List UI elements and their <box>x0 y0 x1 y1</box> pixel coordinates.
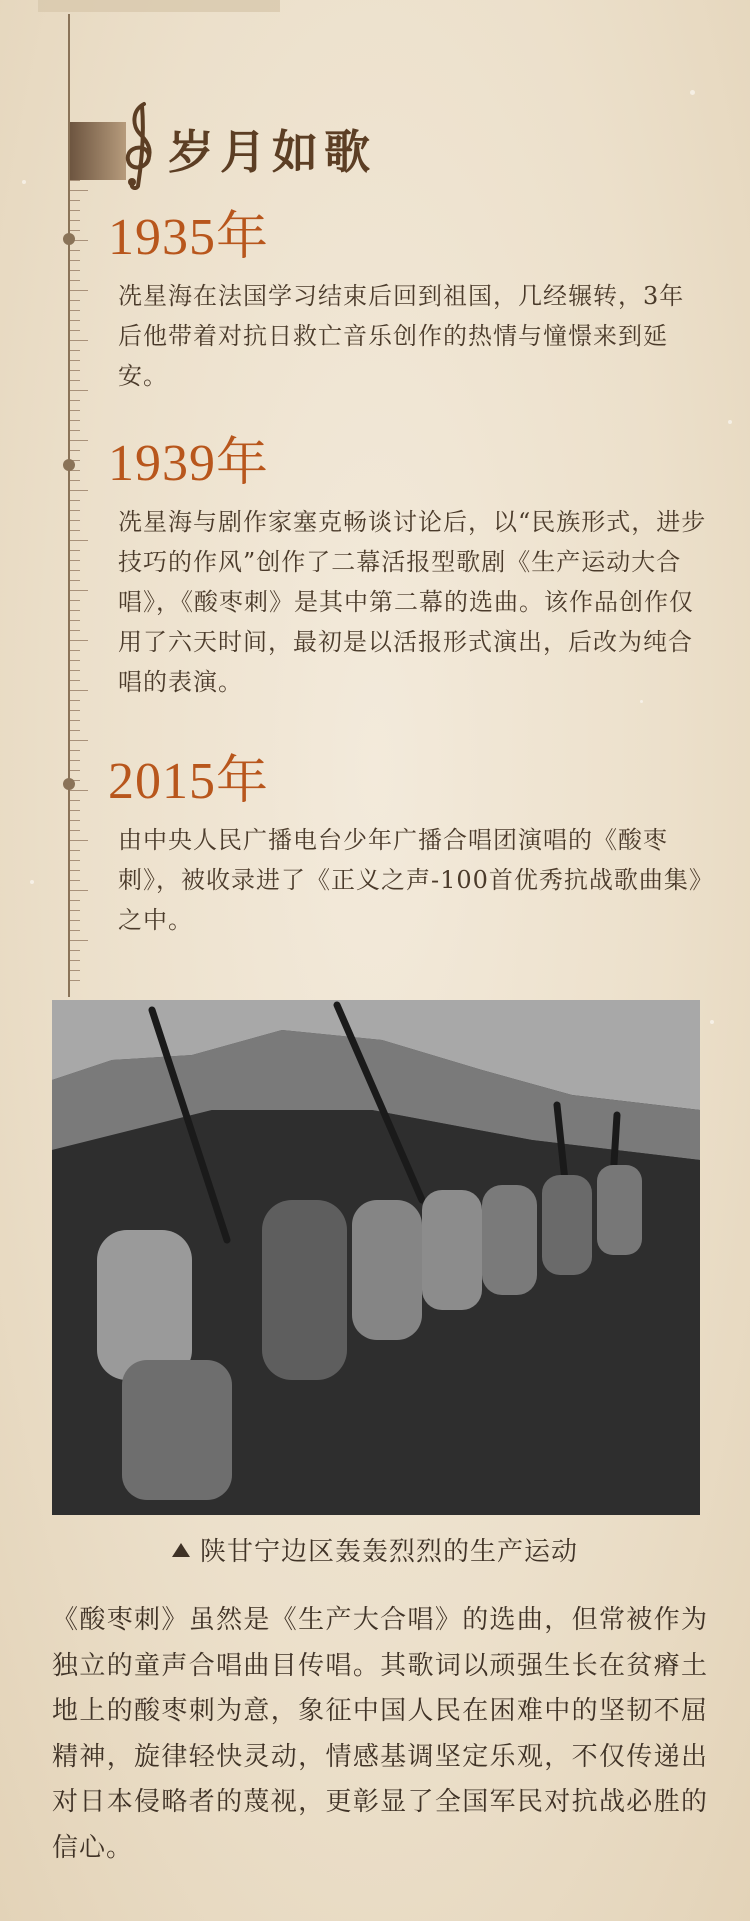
ruler-tick <box>70 760 80 761</box>
ruler-tick <box>70 230 80 231</box>
top-decor-strip <box>38 0 280 12</box>
paper-speck <box>728 420 732 424</box>
ruler-tick <box>70 950 80 951</box>
section-title: 岁月如歌 <box>168 125 376 179</box>
photo-caption-text: 陕甘宁边区轰轰烈烈的生产运动 <box>199 1537 578 1567</box>
ruler-tick <box>70 690 88 691</box>
timeline-text: 冼星海在法国学习结束后回到祖国，几经辗转，3年后他带着对抗日救亡音乐创作的热情与憧憬来到延安。 <box>118 282 685 390</box>
ruler-tick <box>70 930 80 931</box>
paper-speck <box>710 1020 714 1024</box>
ruler-tick <box>70 270 80 271</box>
ruler-tick <box>70 580 80 581</box>
timeline-text: 由中央人民广播电台少年广播合唱团演唱的《酸枣刺》，被收录进了《正义之声-100首优秀抗战歌曲集》之中。 <box>118 826 702 934</box>
ruler-tick <box>70 380 80 381</box>
ruler-tick <box>70 300 80 301</box>
ruler-tick <box>70 260 80 261</box>
ruler-tick <box>70 800 80 801</box>
ruler-tick <box>70 560 80 561</box>
timeline-year: 2015年 <box>108 753 270 810</box>
ruler-tick <box>70 710 80 711</box>
ruler-tick <box>70 200 80 201</box>
paper-speck <box>30 880 34 884</box>
ruler-tick <box>70 790 88 791</box>
ruler-tick <box>70 840 88 841</box>
ruler-tick <box>70 290 88 291</box>
ruler-tick <box>70 720 80 721</box>
ruler-tick <box>70 510 80 511</box>
ruler-tick <box>70 540 88 541</box>
ruler-tick <box>70 810 80 811</box>
ruler-tick <box>70 190 88 191</box>
ruler-tick <box>70 520 80 521</box>
ruler-tick <box>70 630 80 631</box>
ruler-tick <box>70 330 80 331</box>
ruler-tick <box>70 280 80 281</box>
ruler-tick <box>70 220 80 221</box>
ruler-tick <box>70 210 80 211</box>
timeline-dot <box>63 459 75 471</box>
paper-speck <box>690 90 695 95</box>
ruler-tick <box>70 900 80 901</box>
body-paragraph: 《酸枣刺》虽然是《生产大合唱》的选曲，但常被作为独立的童声合唱曲目传唱。其歌词以顽强生长在贫瘠土地上的酸枣刺为意，象征中国人民在困难中的坚韧不屈精神，旋律轻快灵动，情感基调坚定乐观，不仅传递出对日本侵略者的蔑视，更彰显了全国军民对抗战必胜的信心。 <box>52 1605 708 1863</box>
ruler-tick <box>70 550 80 551</box>
ruler-tick <box>70 830 80 831</box>
ruler-tick <box>70 410 80 411</box>
ruler-tick <box>70 660 80 661</box>
timeline-dot <box>63 233 75 245</box>
treble-clef-icon <box>118 100 164 190</box>
ruler-tick <box>70 570 80 571</box>
ruler-tick <box>70 440 88 441</box>
ruler-tick <box>70 530 80 531</box>
ruler-tick <box>70 960 80 961</box>
timeline-year: 1939年 <box>108 435 270 492</box>
timeline-dot <box>63 778 75 790</box>
ruler-tick <box>70 250 80 251</box>
ruler-tick <box>70 450 80 451</box>
ruler-tick <box>70 860 80 861</box>
ruler-tick <box>70 600 80 601</box>
ruler-tick <box>70 940 88 941</box>
ruler-tick <box>70 750 80 751</box>
ruler-tick <box>70 310 80 311</box>
photo-caption <box>0 1532 750 1572</box>
photo-illustration <box>52 1000 700 1515</box>
ruler-tick <box>70 740 88 741</box>
timeline-text: 冼星海与剧作家塞克畅谈讨论后，以“民族形式，进步技巧的作风”创作了二幕活报型歌剧《生产运动大合唱》，《酸枣刺》是其中第二幕的选曲。该作品创作仅用了六天时间，最初是以活报形式演出，后改为纯合唱的表演。 <box>118 508 707 696</box>
ruler-tick <box>70 620 80 621</box>
timeline-year: 1935年 <box>108 209 270 266</box>
paper-speck <box>22 180 26 184</box>
ruler-tick <box>70 730 80 731</box>
ruler-tick <box>70 920 80 921</box>
ruler-tick <box>70 610 80 611</box>
ruler-tick <box>70 700 80 701</box>
ruler-tick <box>70 350 80 351</box>
ruler-tick <box>70 980 80 981</box>
ruler-tick <box>70 680 80 681</box>
ruler-tick <box>70 400 80 401</box>
ruler-tick <box>70 480 80 481</box>
ruler-tick <box>70 500 80 501</box>
triangle-icon <box>172 1543 190 1557</box>
ruler-tick <box>70 880 80 881</box>
ruler-tick <box>70 640 88 641</box>
ruler-tick <box>70 320 80 321</box>
ruler-tick <box>70 870 80 871</box>
ruler-tick <box>70 180 80 181</box>
ruler-tick <box>70 340 88 341</box>
ruler-tick <box>70 970 80 971</box>
ruler-tick <box>70 390 88 391</box>
ruler-tick <box>70 370 80 371</box>
ruler-tick <box>70 420 80 421</box>
ruler-tick <box>70 590 88 591</box>
ruler-tick <box>70 430 80 431</box>
ruler-tick <box>70 650 80 651</box>
ruler-tick <box>70 850 80 851</box>
ruler-tick <box>70 890 88 891</box>
ruler-tick <box>70 770 80 771</box>
historical-photo <box>52 1000 700 1515</box>
ruler-tick <box>70 670 80 671</box>
ruler-tick <box>70 910 80 911</box>
ruler-tick <box>70 820 80 821</box>
ruler-tick <box>70 360 80 361</box>
ruler-tick <box>70 490 88 491</box>
